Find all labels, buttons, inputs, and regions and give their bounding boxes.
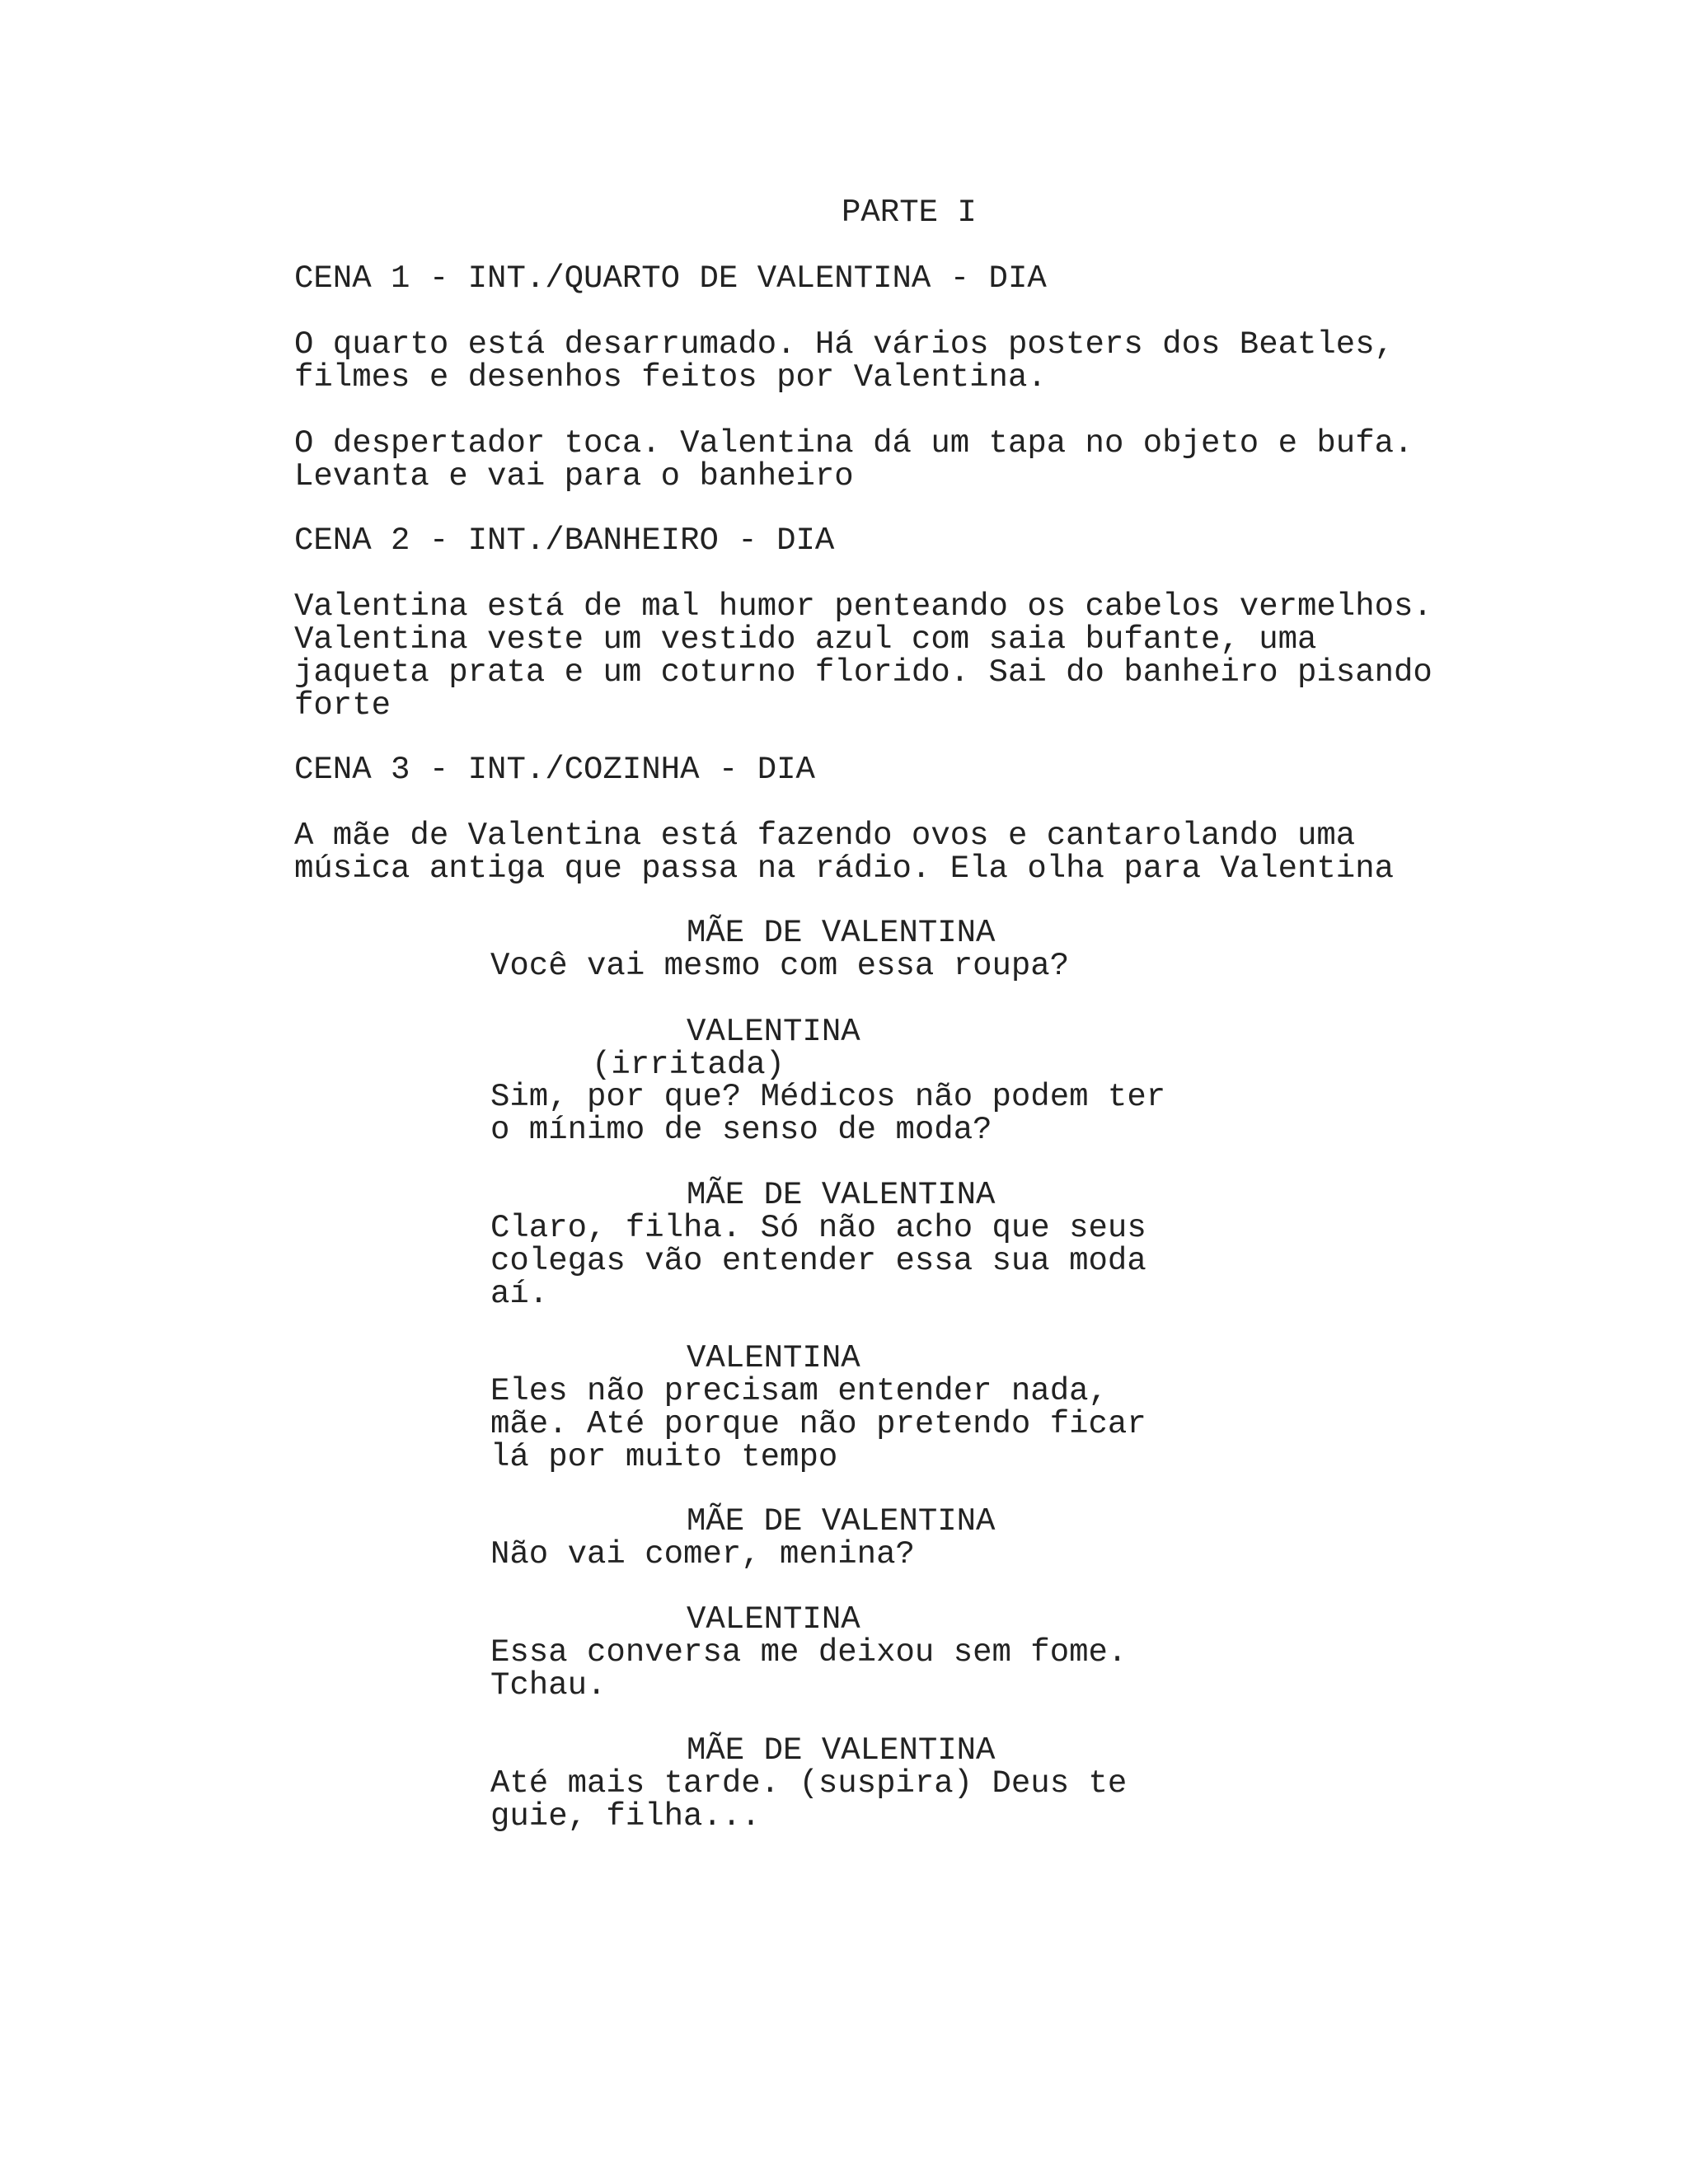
dialogue-line: Eles não precisam entender nada, <box>490 1373 1108 1409</box>
character-name: MÃE DE VALENTINA <box>687 915 996 951</box>
dialogue-block <box>490 1636 1127 1702</box>
scene-heading-2: CENA 2 - INT./BANHEIRO - DIA <box>294 523 835 559</box>
action-line: música antiga que passa na rádio. Ela olha para Valentina <box>294 851 1395 887</box>
action-block-4 <box>294 819 1394 885</box>
dialogue-line: Sim, por que? Médicos não podem ter <box>490 1079 1166 1115</box>
dialogue-block <box>490 1538 915 1571</box>
dialogue-line: mãe. Até porque não pretendo ficar <box>490 1406 1146 1442</box>
character-name: VALENTINA <box>687 1340 860 1376</box>
dialogue-line: Até mais tarde. (suspira) Deus te <box>490 1765 1128 1802</box>
character-name: VALENTINA <box>687 1014 860 1050</box>
character-name: MÃE DE VALENTINA <box>687 1732 996 1769</box>
dialogue-line: Não vai comer, menina? <box>490 1536 915 1572</box>
dialogue-line: Claro, filha. Só não acho que seus <box>490 1210 1146 1246</box>
scene-heading-1: CENA 1 - INT./QUARTO DE VALENTINA - DIA <box>294 260 1047 297</box>
dialogue-block <box>490 1080 1165 1146</box>
dialogue-line: Tchau. <box>490 1667 607 1704</box>
action-line: O quarto está desarrumado. Há vários posters dos Beatles, <box>294 326 1395 363</box>
action-line: Valentina está de mal humor penteando os cabelos vermelhos. <box>294 588 1432 625</box>
character-name: VALENTINA <box>687 1601 860 1638</box>
dialogue-block <box>490 1212 1146 1310</box>
character-name: MÃE DE VALENTINA <box>687 1177 996 1213</box>
action-line: A mãe de Valentina está fazendo ovos e cantarolando uma <box>294 818 1356 854</box>
dialogue-line: lá por muito tempo <box>490 1439 838 1475</box>
action-block-1 <box>294 328 1394 394</box>
character-name: MÃE DE VALENTINA <box>687 1503 996 1540</box>
dialogue-line: guie, filha... <box>490 1798 761 1835</box>
action-line: O despertador toca. Valentina dá um tapa no objeto e bufa. <box>294 425 1414 462</box>
dialogue-line: colegas vão entender essa sua moda <box>490 1243 1146 1279</box>
action-line: Levanta e vai para o banheiro <box>294 458 854 494</box>
dialogue-block <box>490 1767 1127 1833</box>
action-block-3 <box>294 590 1432 722</box>
dialogue-line: aí. <box>490 1276 549 1312</box>
page-title: PARTE I <box>842 194 977 231</box>
dialogue-line: Você vai mesmo com essa roupa? <box>490 948 1070 984</box>
parenthetical: (irritada) <box>592 1047 785 1083</box>
action-block-2 <box>294 427 1413 493</box>
dialogue-line: o mínimo de senso de moda? <box>490 1112 992 1148</box>
dialogue-block <box>490 949 1069 982</box>
action-line: jaqueta prata e um coturno florido. Sai do banheiro pisando <box>294 654 1432 691</box>
dialogue-line: Essa conversa me deixou sem fome. <box>490 1634 1128 1671</box>
action-line: forte <box>294 687 392 724</box>
action-line: Valentina veste um vestido azul com saia bufante, uma <box>294 621 1317 658</box>
action-line: filmes e desenhos feitos por Valentina. <box>294 359 1047 396</box>
scene-heading-3: CENA 3 - INT./COZINHA - DIA <box>294 752 815 788</box>
dialogue-block <box>490 1375 1146 1474</box>
